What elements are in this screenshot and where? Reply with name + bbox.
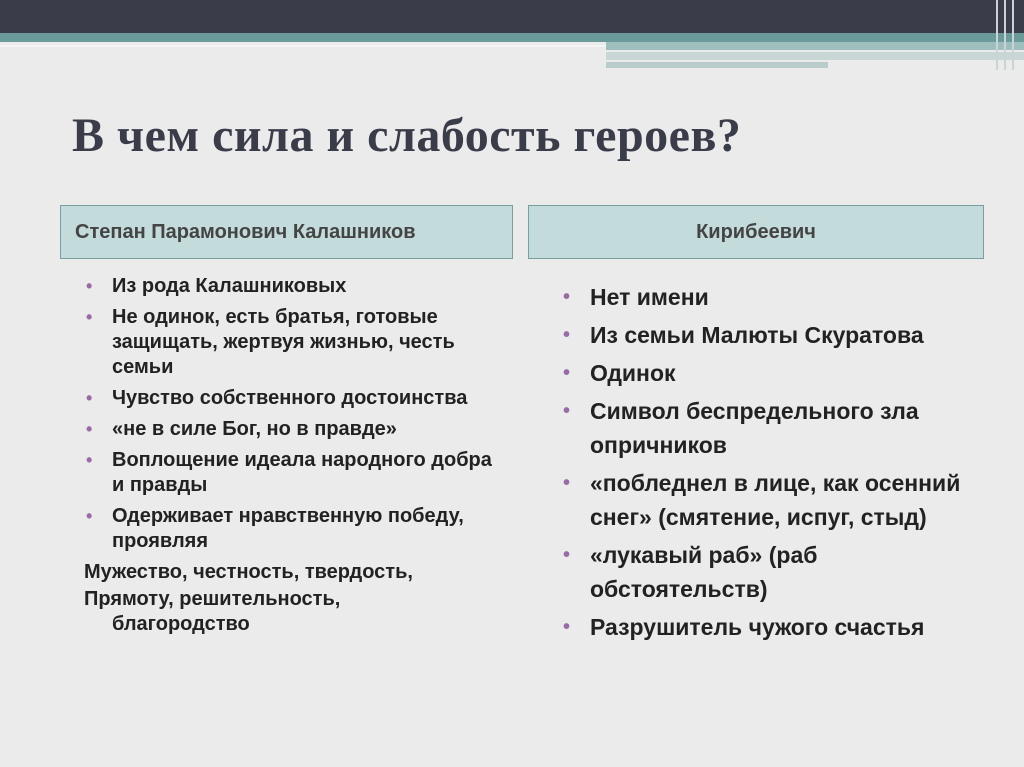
list-item: • Символ беспредельного зла опричников: [563, 394, 983, 462]
list-item: • Разрушитель чужого счастья: [563, 610, 983, 644]
plain-line: [84, 587, 504, 637]
left-column-header: [60, 205, 513, 259]
plain-line-text: Прямоту, решительность,: [84, 588, 341, 610]
list-item: • Чувство собственного достоинства: [84, 386, 504, 411]
list-item: • Не одинок, есть братья, готовые защищать, жертвуя жизнью, честь семьи: [84, 305, 504, 380]
list-item: • Одерживает нравственную победу, проявляя: [84, 504, 504, 554]
left-column-header-label: Степан Парамонович Калашников: [75, 220, 416, 243]
top-band-teal-2: [606, 42, 1024, 50]
list-item: • Воплощение идеала народного добра и правды: [84, 448, 504, 498]
right-column-header: [528, 205, 984, 259]
list-item: • «лукавый раб» (раб обстоятельств): [563, 538, 983, 606]
left-column-list: [84, 274, 504, 639]
list-item: • Нет имени: [563, 280, 983, 314]
list-item: • Из семьи Малюты Скуратова: [563, 318, 983, 352]
list-item: • Из рода Калашниковых: [84, 274, 504, 299]
right-stripe: [1012, 0, 1014, 70]
slide-title: В чем сила и слабость героев?: [72, 109, 742, 162]
top-band-teal-3: [606, 52, 1024, 60]
list-item: • «не в силе Бог, но в правде»: [84, 417, 504, 442]
top-band-dark: [0, 0, 1024, 33]
plain-line-continuation: благородство: [112, 613, 250, 635]
top-band-teal-4: [606, 62, 828, 68]
right-stripe: [996, 0, 998, 70]
top-band-line: [0, 45, 606, 47]
list-item: • «побледнел в лице, как осенний снег» (смятение, испуг, стыд): [563, 466, 983, 534]
right-column-header-label: Кирибеевич: [696, 220, 816, 243]
right-stripe: [1004, 0, 1006, 70]
list-item: • Одинок: [563, 356, 983, 390]
top-band-teal: [0, 33, 1024, 42]
right-column-list: [563, 280, 983, 648]
plain-line: Мужество, честность, твердость,: [84, 561, 413, 583]
